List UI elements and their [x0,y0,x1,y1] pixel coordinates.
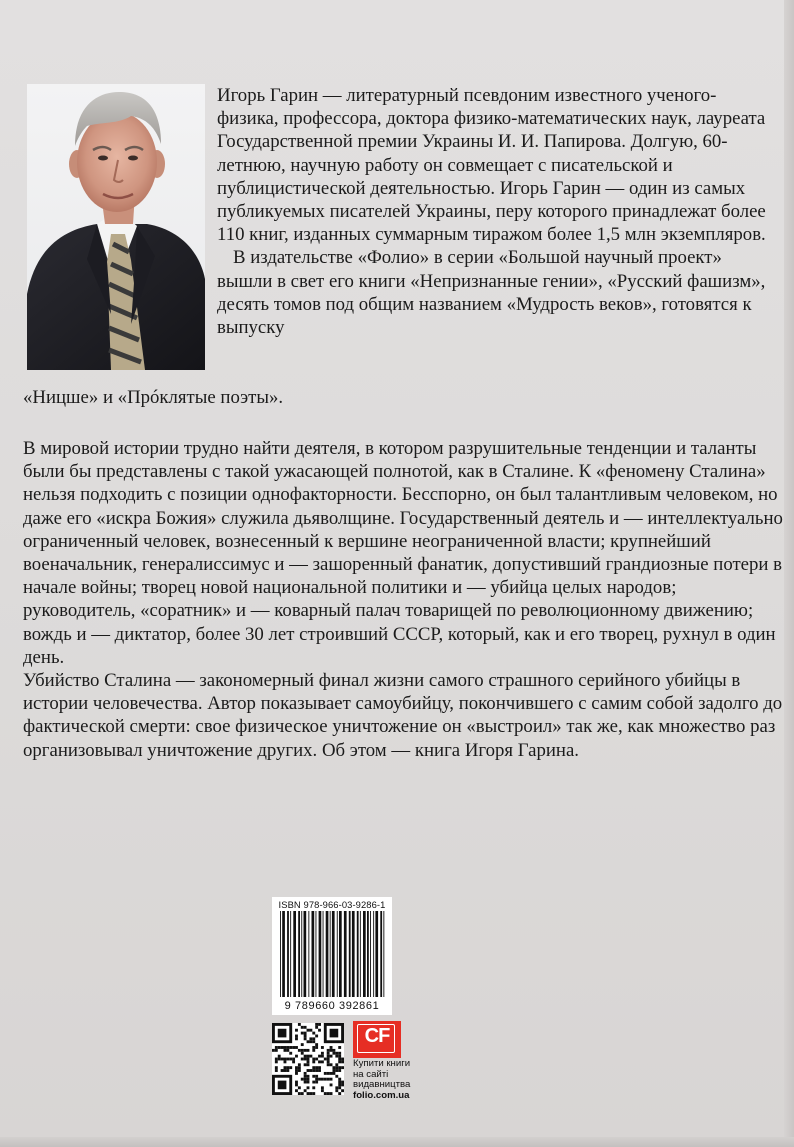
cover-edge-bottom [0,1137,794,1147]
publisher-logo [353,1021,401,1058]
bio-paragraph-1: Игорь Гарин — литературный псевдоним известного ученого-физика, профессора, доктора физико-математических наук, лауреата Государственной премии Украины И. И. Папирова. Долгую, 60-летнюю, научную работу он совмещает с писательской и публицистической деятельностью. Игорь Гарин — один из самых публикуемых писателей Украины, перу которого принадлежат более 110 книг, изданных суммарным тиражом более 1,5 млн экземпляров. [217,85,766,246]
author-bio [217,84,775,339]
cover-edge-right [784,0,794,1147]
logo-text: CF [364,1025,390,1047]
bio-paragraph-2-tail: «Ницше» и «Прóклятые поэты». [23,387,284,408]
annotation-paragraph-2: Убийство Сталина — закономерный финал жизни самого страшного серийного убийцы в истории человечества. Автор показывает самоубийцу, покончившего с самим собой задолго до фактической смерти: свое физическое уничтожение он «выстроил» так же, как множество раз организовывал уничтожение других. Об этом — книга Игоря Гарина. [23,670,783,761]
annotation-paragraph-1: В мировой истории трудно найти деятеля, в котором разрушительные тенденции и таланты были бы представлены с такой ужасающей полнотой, как в Сталине. К «феномену Сталина» нельзя подходить с позиции однофакторности. Бесспорно, он был талантливым человеком, но даже его «искра Божия» служила дьяволщине. Государственный деятель и — интеллектуально ограниченный человек, вознесенный к вершине неограниченной власти; крупнейший военачальник, генералиссимус и — зашоренный фанатик, допустивший грандиозные потери в начале войны; творец новой национальной политики и — убийца целых народов; руководитель, «соратник» и — коварный палач товарищей по революционному движению; вождь и — диктатор, более 30 лет строивший СССР, который, как и его творец, рухнул в один день. [23,438,783,668]
isbn-barcode [272,897,392,1015]
buy-line-2: на сайті [353,1068,389,1080]
qr-code[interactable] [272,1023,344,1095]
bio-paragraph-2: В издательстве «Фолио» в серии «Большой научный проект» вышли в свет его книги «Непризнанные гении», «Русский фашизм», десять томов под общим названием «Мудрость веков», готовятся к выпуску [217,247,766,339]
buy-line-3: видавництва [353,1079,411,1091]
barcode-bars [272,897,392,1015]
isbn-label: ISBN 978-966-03-9286-1 [278,899,386,910]
publisher-buy-note [353,1059,425,1101]
book-annotation [23,437,783,762]
author-portrait-drawing [27,84,205,370]
publisher-url[interactable]: folio.com.ua [353,1089,410,1101]
author-photo [27,84,205,370]
barcode-digits: 9 789660 392861 [284,1000,380,1012]
buy-line-1: Купити книги [353,1058,411,1069]
